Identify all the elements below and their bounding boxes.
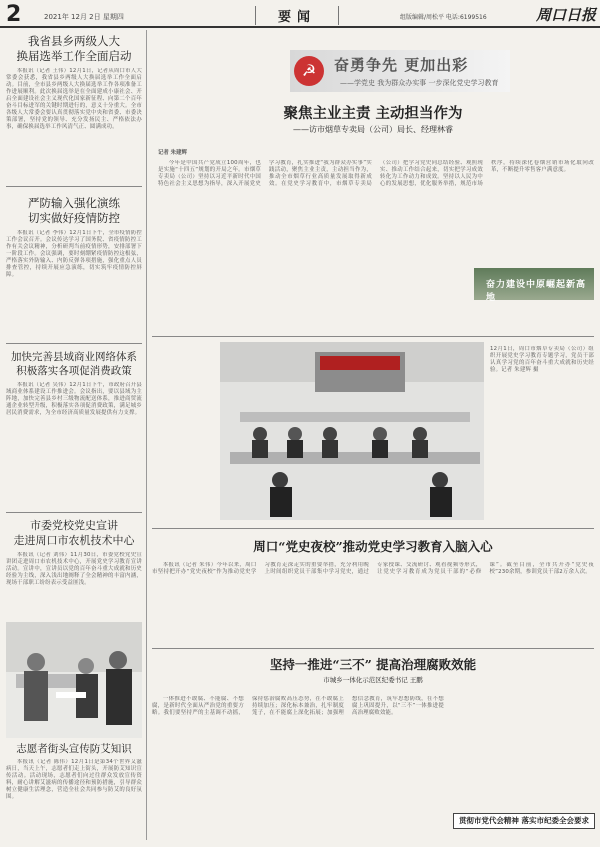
central-plains-banner	[474, 268, 594, 303]
article-volunteers-body: 本报讯（记者 陈伟）12月1日是第34个世界艾滋病日，当天上午，志愿者们走上街头，开展防艾知识宣传活动。活动现场，志愿者们向过往群众发放宣传资料，耐心讲解艾滋病的传播途径和预防措施，引导群众树立健康生活理念，营造全社会共同参与防艾的良好氛围。	[6, 759, 142, 800]
article-epidemic	[6, 196, 142, 308]
divider	[6, 343, 142, 344]
article-tobacco-subtitle: ——访市烟草专卖局（公司）局长、经理林睿	[293, 125, 453, 134]
article-anti-corruption-subtitle: 市城乡一体化示范区纪委书记 王鹏	[323, 676, 423, 684]
masthead	[0, 0, 600, 28]
article-epidemic-body: 本报讯（记者 李伟）12月1日下午，全市疫情防控工作会议召开。会议传达学习了国务院、省疫情防控工作有关会议精神，分析研判当前疫情形势，安排部署下一阶段工作。会议强调，要时刻绷紧疫情防控这根弦，严格落实外防输入、内防反弹各项措施，强化重点人员排查管控，持续开展应急演练，切实筑牢疫情防控屏障。	[6, 230, 142, 278]
article-anti-corruption-title: 坚持一推进“三不” 提高治理腐败效能	[269, 657, 477, 672]
article-volunteers-title: 志愿者街头宣传防艾知识	[16, 743, 132, 755]
divider	[6, 186, 142, 187]
article-election-title-2: 换届选举工作全面启动	[16, 49, 132, 63]
central-plains-banner-text: 奋力建设中原崛起新高地	[486, 280, 587, 303]
section-title: 要闻	[255, 6, 339, 25]
campaign-banner	[290, 50, 510, 92]
volunteers-photo	[6, 622, 142, 738]
article-anti-corruption	[152, 656, 594, 692]
article-party-school	[6, 518, 142, 614]
article-tobacco-title: 聚焦主业主责 主动担当作为	[283, 105, 463, 122]
article-tobacco	[152, 104, 594, 142]
article-party-school-body: 本报讯（记者 刘伟）11月30日，市委党校党史宣讲团走进周口市农机技术中心，开展党史学习教育宣讲活动。宣讲中，宣讲员以党的百年奋斗重大成就和历史经验为主线，深入浅出地阐释了全会精神的丰富内涵，现场干部职工纷纷表示受益匪浅。	[6, 552, 142, 586]
article-night-school	[152, 538, 594, 640]
divider	[152, 648, 594, 649]
footer-slogan-box	[453, 813, 595, 829]
footer-slogan: 贯彻市党代会精神 落实市纪委全会要求	[458, 816, 590, 825]
article-election	[6, 34, 142, 153]
divider	[6, 512, 142, 513]
editor-line: 组版编辑/周松平 电话:6199516	[400, 14, 487, 21]
meeting-photo-caption: 12月1日，周口市烟草专卖局（公司）组织开展党史学习教育专题学习，党员干部认真学习党的百年奋斗重大成就和历史经验。记者 朱建辉 摄	[490, 346, 594, 373]
meeting-photo	[220, 342, 484, 520]
party-emblem-icon: ☭	[294, 56, 324, 86]
divider	[152, 336, 594, 337]
article-night-school-title: 周口“党史夜校”推动党史学习教育入脑入心	[253, 539, 493, 554]
page-number: 2	[6, 2, 22, 27]
article-night-school-body: 本报讯（记者 朱伟）今年以来，周口市坚持把开办“党史夜校”作为推动党史学习教育走深走实的重要举措，充分利用晚上时间组织党员干部集中学习党史，通过专家授课、交流研讨、观看视频等形式，让党史学习教育成为党员干部的“必修课”。截至目前，全市共开办“党史夜校”230余期，参训党员干部2万余人次。	[152, 562, 594, 575]
article-anti-corruption-body-wrap	[152, 696, 444, 836]
article-epidemic-title-2: 切实做好疫情防控	[28, 211, 120, 225]
article-commerce-title-1: 加快完善县域商业网络体系	[11, 351, 137, 363]
article-party-school-title-2: 走进周口市农机技术中心	[13, 534, 135, 547]
article-anti-corruption-body: 一体推进不敢腐、不能腐、不想腐，是新时代全面从严治党的重要方略。我们要坚持严的主基调不动摇，保持惩治腐败高压态势，在不敢腐上持续加压；深化标本兼治，扎牢制度笼子，在不能腐上深化拓展；加强理想信念教育，筑牢思想防线，在不想腐上巩固提升，以“三不”一体推进提高治理腐败效能。	[152, 696, 444, 716]
article-party-school-title-1: 市委党校党史宣讲	[30, 519, 118, 532]
meeting-photo-caption-wrap	[490, 346, 594, 456]
article-commerce-title-2: 积极落实各项促消费政策	[16, 365, 132, 377]
article-epidemic-title-1: 严防输入强化演练	[28, 196, 120, 210]
article-election-body: 本报讯（记者 王伟）12月1日，记者从周口市人大常委会获悉，我省县乡两级人大换届选举工作全面启动。目前，全市县乡两级人大换届选举工作各项准备工作进展顺利。此次换届选举是在全面建成小康社会、开启全面建设社会主义现代化国家新征程、向第二个百年奋斗目标进军的关键时期进行的，意义十分重大。全市各级人大常委会要认真贯彻落实党中央和省委、市委决策部署，坚持党的领导、充分发扬民主、严格依法办事，确保换届选举工作风清气正、圆满成功。	[6, 68, 142, 130]
article-commerce	[6, 350, 142, 482]
column-divider-left	[146, 30, 147, 840]
article-commerce-body: 本报讯（记者 吴伟）12月1日下午，市政府召开县域商业体系建设工作推进会。会议指出，要以县域为主阵地，加快完善县乡村三级物流配送体系，推进商贸流通企业转型升级，积极落实各项促消费政策，满足城乡居民消费需求，为全市经济高质量发展提供有力支撑。	[6, 382, 142, 416]
article-tobacco-body-wrap	[158, 150, 594, 264]
banner-subtitle: ——学党史 我为群众办实事 一步深化党史学习教育	[340, 79, 499, 87]
article-volunteers	[6, 742, 142, 843]
divider	[152, 528, 594, 529]
banner-title: 奋勇争先 更加出彩	[334, 56, 469, 74]
article-tobacco-body: 今年是中国共产党成立100周年，也是实施“十四五”规划的开局之年。市烟草专卖局（公司）坚持以习近平新时代中国特色社会主义思想为指导，深入开展党史学习教育，扎实推进“我为群众办实事”实践活动，聚焦主业主责，主动担当作为，推动全市烟草行业高质量发展取得新成效。在党史学习教育中，市烟草专卖局（公司）把学习党史同总结经验、观照现实、推动工作结合起来，切实把学习成效转化为工作动力和成效。坚持以人民为中心的发展思想，优化服务举措，规范市场秩序，持续深化卷烟营销市场化取向改革，不断提升零售客户满意度。	[158, 160, 594, 187]
article-tobacco-byline: 记者 朱建辉	[158, 150, 187, 156]
article-election-title-1: 我省县乡两级人大	[28, 34, 120, 48]
date-line: 2021年 12月 2日 星期四	[44, 13, 124, 21]
paper-name: 周口日报	[536, 6, 597, 24]
